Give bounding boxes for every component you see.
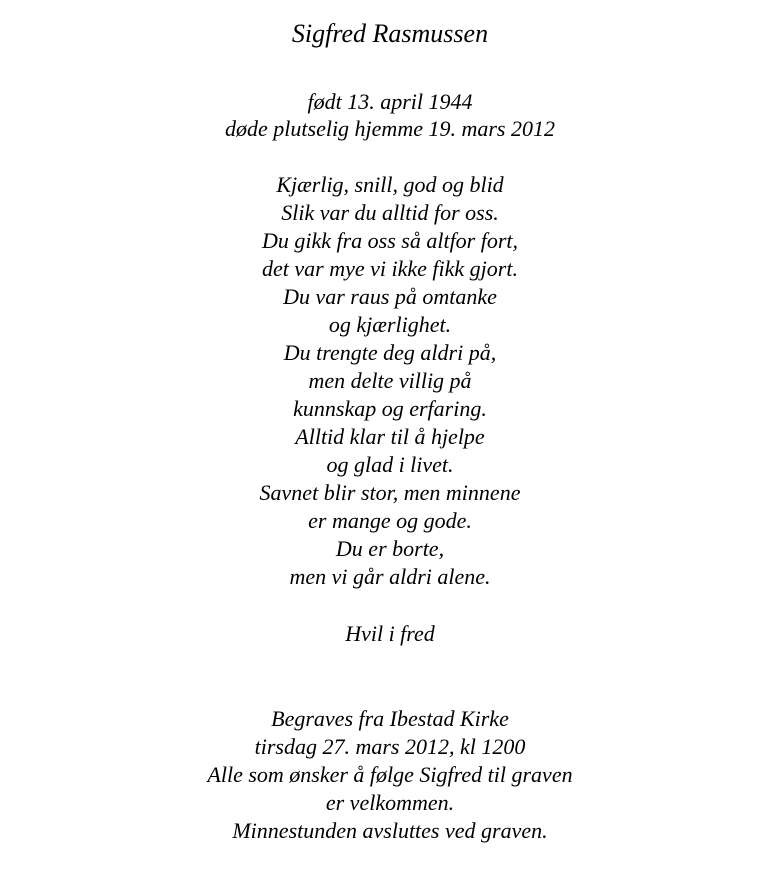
poem-line: Slik var du alltid for oss. [281,200,499,225]
poem-line: kunnskap og erfaring. [293,396,487,421]
poem-line: og glad i livet. [326,452,454,477]
poem-line: Savnet blir stor, men minnene [259,480,521,505]
death-date-line: døde plutselig hjemme 19. mars 2012 [225,116,555,141]
funeral-line: Minnestunden avsluttes ved graven. [232,818,548,843]
funeral-line: Begraves fra Ibestad Kirke [271,706,509,731]
poem-line: Du var raus på omtanke [283,284,497,309]
poem-line: det var mye vi ikke fikk gjort. [262,256,518,281]
poem-line: Du trengte deg aldri på, [283,340,497,365]
funeral-line: Alle som ønsker å følge Sigfred til graven [207,762,573,787]
poem-line: og kjærlighet. [328,312,452,337]
poem-line: men delte villig på [308,368,472,393]
deceased-name: Sigfred Rasmussen [291,19,489,48]
birth-date-line: født 13. april 1944 [307,89,473,114]
poem-line: Alltid klar til å hjelpe [295,424,485,449]
poem-line: Du er borte, [335,536,445,561]
poem-line: Kjærlig, snill, god og blid [276,172,504,197]
poem-line: men vi går aldri alene. [289,564,491,589]
funeral-line: tirsdag 27. mars 2012, kl 1200 [254,734,526,759]
poem-line: Du gikk fra oss så altfor fort, [261,228,519,253]
closing-line: Hvil i fred [345,621,435,646]
funeral-line: er velkommen. [325,790,455,815]
poem-line: er mange og gode. [308,508,472,533]
